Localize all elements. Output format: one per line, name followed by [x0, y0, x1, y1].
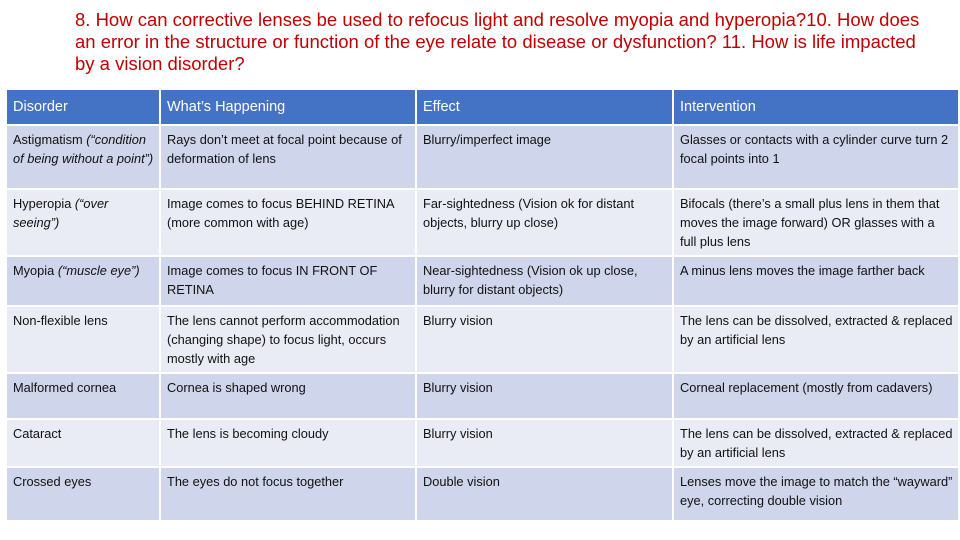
effect-cell: Blurry vision: [417, 307, 672, 372]
disorder-cell: [7, 257, 159, 305]
happening-cell: The lens cannot perform accommodation (changing shape) to focus light, occurs mostly with age: [161, 307, 415, 372]
intervention-cell: The lens can be dissolved, extracted & replaced by an artificial lens: [674, 420, 958, 466]
intervention-cell: A minus lens moves the image farther back: [674, 257, 958, 305]
header-intervention: Intervention: [674, 90, 958, 124]
happening-cell: The lens is becoming cloudy: [161, 420, 415, 466]
table-row: [7, 126, 958, 188]
intervention-cell: Corneal replacement (mostly from cadavers): [674, 374, 958, 418]
table-row: [7, 190, 958, 255]
table-row: [7, 257, 958, 305]
vision-disorders-table: [5, 88, 960, 522]
disorder-name: Astigmatism: [13, 132, 83, 147]
effect-cell: Blurry/imperfect image: [417, 126, 672, 188]
disorder-name: Malformed cornea: [13, 380, 117, 395]
disorder-name: Cataract: [13, 426, 62, 441]
effect-cell: Near-sightedness (Vision ok up close, blurry for distant objects): [417, 257, 672, 305]
table-row: [7, 420, 958, 466]
disorder-name: Crossed eyes: [13, 474, 92, 489]
happening-cell: Cornea is shaped wrong: [161, 374, 415, 418]
effect-cell: Blurry vision: [417, 374, 672, 418]
disorder-note: (“muscle eye”): [57, 263, 140, 278]
happening-cell: Image comes to focus BEHIND RETINA (more common with age): [161, 190, 415, 255]
disorder-note: (“condition of being without a point”): [13, 132, 154, 166]
effect-cell: Far-sightedness (Vision ok for distant objects, blurry up close): [417, 190, 672, 255]
disorder-name: Hyperopia: [13, 196, 72, 211]
disorder-cell: [7, 190, 159, 255]
disorder-cell: [7, 307, 159, 372]
disorder-name: Non-flexible lens: [13, 313, 108, 328]
table-header-row: [7, 90, 958, 124]
disorder-cell: [7, 420, 159, 466]
disorder-cell: [7, 468, 159, 520]
intervention-cell: The lens can be dissolved, extracted & replaced by an artificial lens: [674, 307, 958, 372]
happening-cell: Rays don’t meet at focal point because of deformation of lens: [161, 126, 415, 188]
disorder-cell: [7, 126, 159, 188]
disorder-cell: [7, 374, 159, 418]
table-row: [7, 374, 958, 418]
intervention-cell: Bifocals (there’s a small plus lens in them that moves the image forward) OR glasses with a full plus lens: [674, 190, 958, 255]
header-whats-happening: What’s Happening: [161, 90, 415, 124]
disorder-note: (“over seeing”): [13, 196, 109, 230]
disorder-name: Myopia: [13, 263, 55, 278]
intervention-cell: Lenses move the image to match the “wayward” eye, correcting double vision: [674, 468, 958, 520]
effect-cell: Blurry vision: [417, 420, 672, 466]
effect-cell: Double vision: [417, 468, 672, 520]
happening-cell: Image comes to focus IN FRONT OF RETINA: [161, 257, 415, 305]
table-row: [7, 468, 958, 520]
happening-cell: The eyes do not focus together: [161, 468, 415, 520]
header-disorder: Disorder: [7, 90, 159, 124]
slide-heading: 8. How can corrective lenses be used to refocus light and resolve myopia and hyperopia?10. How does an error in the structure or function of the eye relate to disease or dysfunction? 11. How is life impacted by a vision disorder?: [75, 9, 920, 74]
header-effect: Effect: [417, 90, 672, 124]
table-row: [7, 307, 958, 372]
intervention-cell: Glasses or contacts with a cylinder curve turn 2 focal points into 1: [674, 126, 958, 188]
